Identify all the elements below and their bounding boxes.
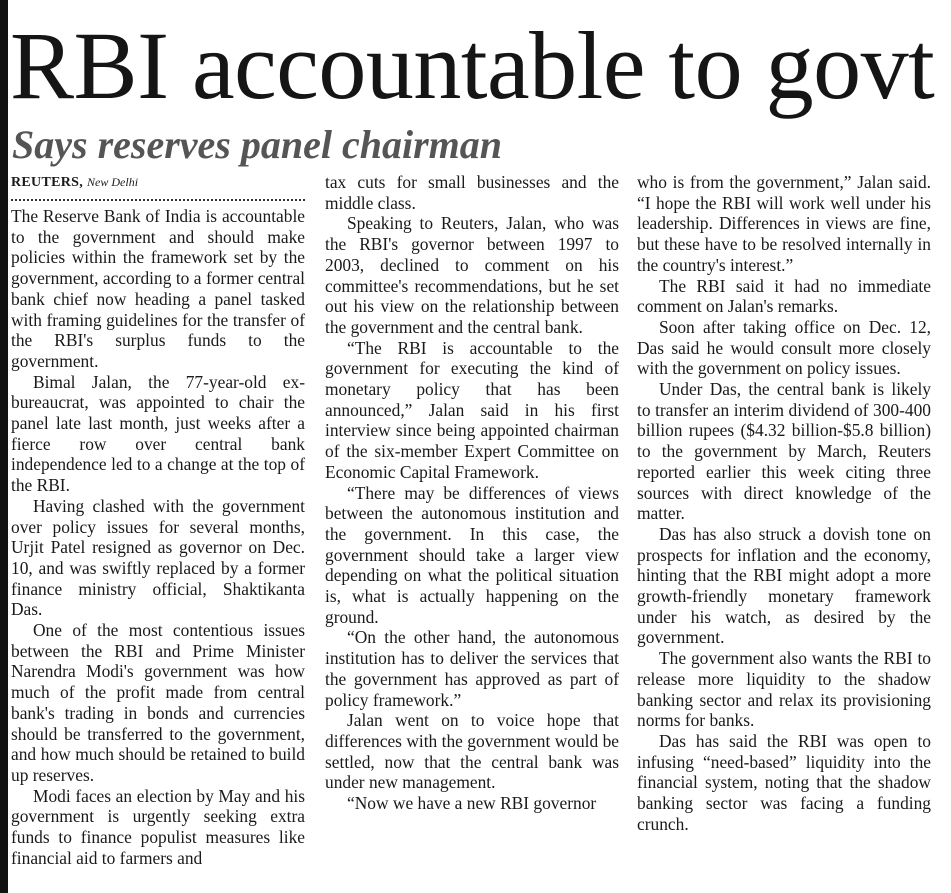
paragraph: Das has said the RBI was open to infusing “need-based” liquidity into the financial system, noting that the shadow banking sector was facing a funding crunch. [637,730,931,834]
paragraph: One of the most contentious issues between the RBI and Prime Minister Narendra Modi's government was how much of the profit made from central bank's trading in bonds and currencies should be transferred to the government, and how much should be retained to build up reserves. [11,620,305,785]
paragraph: “On the other hand, the autonomous institution has to deliver the services that the government has approved as part of policy framework.” [325,627,619,710]
paragraph: Soon after taking office on Dec. 12, Das said he would consult more closely with the government on policy issues. [637,316,931,379]
paragraph: Modi faces an election by May and his government is urgently seeking extra funds to finance populist measures like financial aid to farmers and [11,785,305,868]
paragraph: Bimal Jalan, the 77-year-old ex-bureaucrat, was appointed to chair the panel late last month, just weeks after a fierce row over central bank independence led to a change at the top of the RBI. [11,371,305,496]
paragraph: Das has also struck a dovish tone on prospects for inflation and the economy, hinting that the RBI might adopt a more growth-friendly monetary framework under his watch, as desired by the government. [637,523,931,648]
byline-divider [11,199,305,201]
article-column-1 [11,172,305,887]
paragraph: tax cuts for small businesses and the middle class. [325,172,619,213]
byline-agency: REUTERS, [11,175,84,190]
paragraph: “Now we have a new RBI governor [347,793,597,814]
paragraph: Jalan went on to voice hope that differences with the government would be settled, now that the central bank was under new management. [325,710,619,793]
byline-location: New Delhi [87,175,139,189]
paragraph: The Reserve Bank of India is accountable to the government and should make policies within the framework set by the government, according to a former central bank chief now heading a panel tasked with framing guidelines for the transfer of the RBI's surplus funds to the government. [11,206,305,371]
paragraph: “The RBI is accountable to the government for executing the kind of monetary policy that has been announced,” Jalan said in his first interview since being appointed chairman of the six-member Expert Committee on Economic Capital Framework. [325,337,619,482]
paragraph: Under Das, the central bank is likely to transfer an interim dividend of 300-400 billion rupees ($4.32 billion-$5.8 billion) to the government by March, Reuters reported earlier this week citing three sources with direct knowledge of the matter. [637,379,931,524]
paragraph: The RBI said it had no immediate comment on Jalan's remarks. [637,275,931,317]
paragraph: Speaking to Reuters, Jalan, who was the RBI's governor between 1997 to 2003, declined to comment on his committee's recommendations, but he set out his view on the relationship between the government and the central bank. [325,213,619,337]
subheadline: Says reserves panel chairman [12,122,502,167]
headline: RBI accountable to govt [10,12,935,119]
paragraph: who is from the government,” Jalan said. “I hope the RBI will work well under his leadership. Differences in views are fine, but these have to be resolved internally in the country's interest.” [637,172,931,275]
paragraph: “There may be differences of views between the autonomous institution and the government. In this case, the government should take a larger view depending on what the political situation is, what is actually happening on the ground. [325,482,619,627]
paragraph: The government also wants the RBI to release more liquidity to the shadow banking sector and relax its provisioning norms for banks. [637,648,931,731]
article-column-3 [637,172,931,887]
byline [11,172,305,193]
page-edge-bar [0,0,8,893]
paragraph: Having clashed with the government over policy issues for several months, Urjit Patel resigned as governor on Dec. 10, and was swiftly replaced by a former finance ministry official, Shaktikanta Das. [11,495,305,620]
article-column-2 [325,172,619,887]
